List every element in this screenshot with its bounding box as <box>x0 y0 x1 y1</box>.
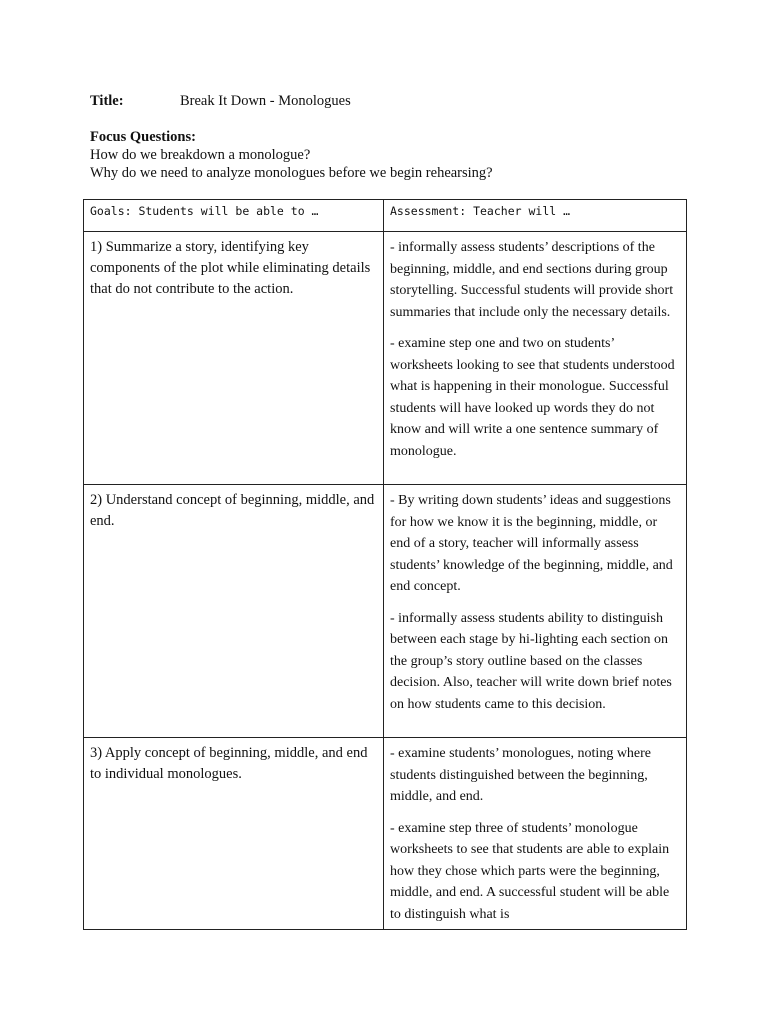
assessment-cell-content <box>390 743 680 925</box>
title-label: Title: <box>90 93 124 109</box>
goal-text: 3) Apply concept of beginning, middle, and end to individual monologues. <box>90 745 368 782</box>
focus-questions-label: Focus Questions: <box>90 129 196 145</box>
assessment-paragraph <box>390 237 680 323</box>
assessment-paragraph <box>390 608 680 716</box>
table-row <box>84 485 687 738</box>
assessment-paragraph <box>390 818 680 926</box>
focus-questions <box>90 128 493 182</box>
goal-cell <box>84 232 384 485</box>
goal-text: 1) Summarize a story, identifying key components of the plot while eliminating details that do not contribute to the action. <box>90 239 371 297</box>
assessment-text: - informally assess students’ descriptions of the beginning, middle, and end sections during group storytelling. Successful students will provide short summaries that include only the necessary details. <box>390 240 674 320</box>
goal-cell <box>84 738 384 930</box>
focus-question: Why do we need to analyze monologues before we begin rehearsing? <box>90 165 493 181</box>
table-row <box>84 232 687 485</box>
goal-cell <box>84 485 384 738</box>
assessment-paragraph <box>390 333 680 462</box>
assessment-cell <box>384 738 687 930</box>
table-header-row <box>84 200 687 232</box>
title-value: Break It Down - Monologues <box>180 93 351 109</box>
assessment-text: - examine step one and two on students’ worksheets looking to see that students understood what is happening in their monologue. Successful students will have looked up words they do not know and will write a one sentence summary of monologue. <box>390 336 675 459</box>
goal-text: 2) Understand concept of beginning, middle, and end. <box>90 492 375 529</box>
assessment-text: - By writing down students’ ideas and suggestions for how we know it is the beginning, middle, or end of a story, teacher will informally assess students’ knowledge of the beginning, middle, and end concept. <box>390 493 673 594</box>
title-row <box>90 92 351 110</box>
assessment-column-header: Assessment: Teacher will … <box>384 200 687 232</box>
focus-question: How do we breakdown a monologue? <box>90 147 311 163</box>
goals-column-header: Goals: Students will be able to … <box>84 200 384 232</box>
goals-assessment-table <box>83 199 687 930</box>
assessment-paragraph <box>390 743 680 808</box>
assessment-text: - examine students’ monologues, noting where students distinguished between the beginning, middle, and end. <box>390 746 652 804</box>
table-row <box>84 738 687 930</box>
assessment-cell <box>384 485 687 738</box>
assessment-text: - informally assess students ability to distinguish between each stage by hi-lighting each section on the group’s story outline based on the classes decision. Also, teacher will write down brief notes on how students came to this decision. <box>390 610 672 712</box>
assessment-paragraph <box>390 490 680 598</box>
assessment-text: - examine step three of students’ monologue worksheets to see that students are able to explain how they chose which parts were the beginning, middle, and end. A successful student will be able to distinguish what is <box>390 820 670 922</box>
assessment-cell <box>384 232 687 485</box>
